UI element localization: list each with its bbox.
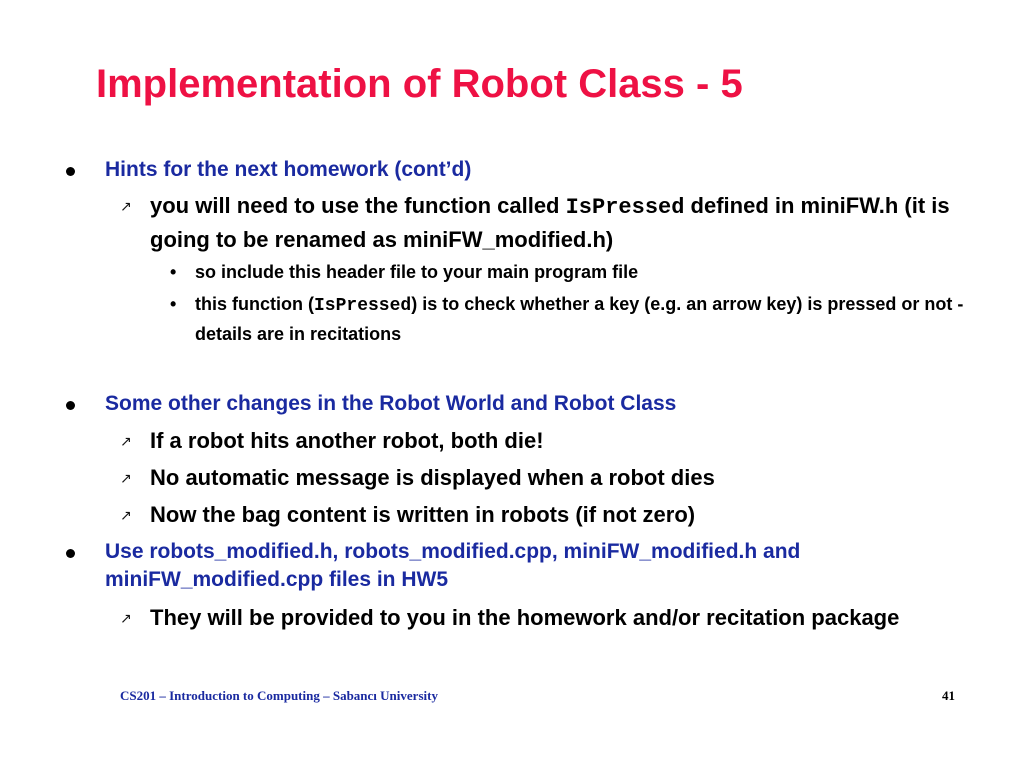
subsubbullet-text: so include this header file to your main program file	[195, 262, 639, 282]
bullet-dot-icon	[66, 401, 75, 410]
subbullet-text-post: defined in miniFW.h (it is going to be renamed as miniFW_modified.h)	[150, 193, 950, 252]
footer-course: CS201 – Introduction to Computing – Sabancı University	[120, 688, 438, 703]
bullet-text: Hints for the next homework (cont’d)	[105, 158, 472, 181]
subbullet-text: If a robot hits another robot, both die!	[150, 428, 544, 453]
arrow-bullet-icon: ↗	[120, 199, 132, 215]
dot-bullet-icon: •	[170, 262, 177, 282]
subsubbullet-function	[170, 290, 985, 348]
subbullet-text: Now the bag content is written in robots (if not zero)	[150, 502, 696, 527]
subbullet-provided	[120, 602, 950, 634]
subsubbullet-include	[170, 258, 985, 286]
bullet-use-files	[105, 538, 985, 594]
code-ispressed: IsPressed	[313, 296, 412, 316]
subbullet-text-pre: you will need to use the function called	[150, 193, 566, 218]
subbullet-text: No automatic message is displayed when a robot dies	[150, 465, 715, 490]
bullet-dot-icon	[66, 549, 75, 558]
subbullet-message	[120, 462, 950, 494]
bullet-dot-icon	[66, 167, 75, 176]
subbullet-hits	[120, 425, 950, 457]
subsubbullet-text-pre: this function (	[195, 294, 314, 314]
dot-bullet-icon: •	[170, 294, 177, 314]
subbullet-ispressed	[120, 190, 950, 256]
arrow-bullet-icon: ↗	[120, 508, 132, 524]
page-number: 41	[942, 688, 955, 703]
bullet-text: Some other changes in the Robot World and Robot Class	[105, 392, 677, 415]
arrow-bullet-icon: ↗	[120, 434, 132, 450]
bullet-text: Use robots_modified.h, robots_modified.cpp, miniFW_modified.h and miniFW_modified.cpp files in HW5	[105, 540, 801, 591]
subbullet-text: They will be provided to you in the homework and/or recitation package	[150, 605, 900, 630]
slide-title: Implementation of Robot Class - 5	[96, 62, 743, 106]
arrow-bullet-icon: ↗	[120, 611, 132, 627]
subsubbullet-text-post: ) is to check whether a key (e.g. an arrow key) is pressed or not - details are in recitations	[195, 294, 964, 344]
bullet-changes	[105, 390, 985, 418]
arrow-bullet-icon: ↗	[120, 471, 132, 487]
bullet-hints	[105, 156, 985, 184]
code-ispressed: IsPressed	[565, 195, 685, 220]
subbullet-bag	[120, 499, 950, 531]
